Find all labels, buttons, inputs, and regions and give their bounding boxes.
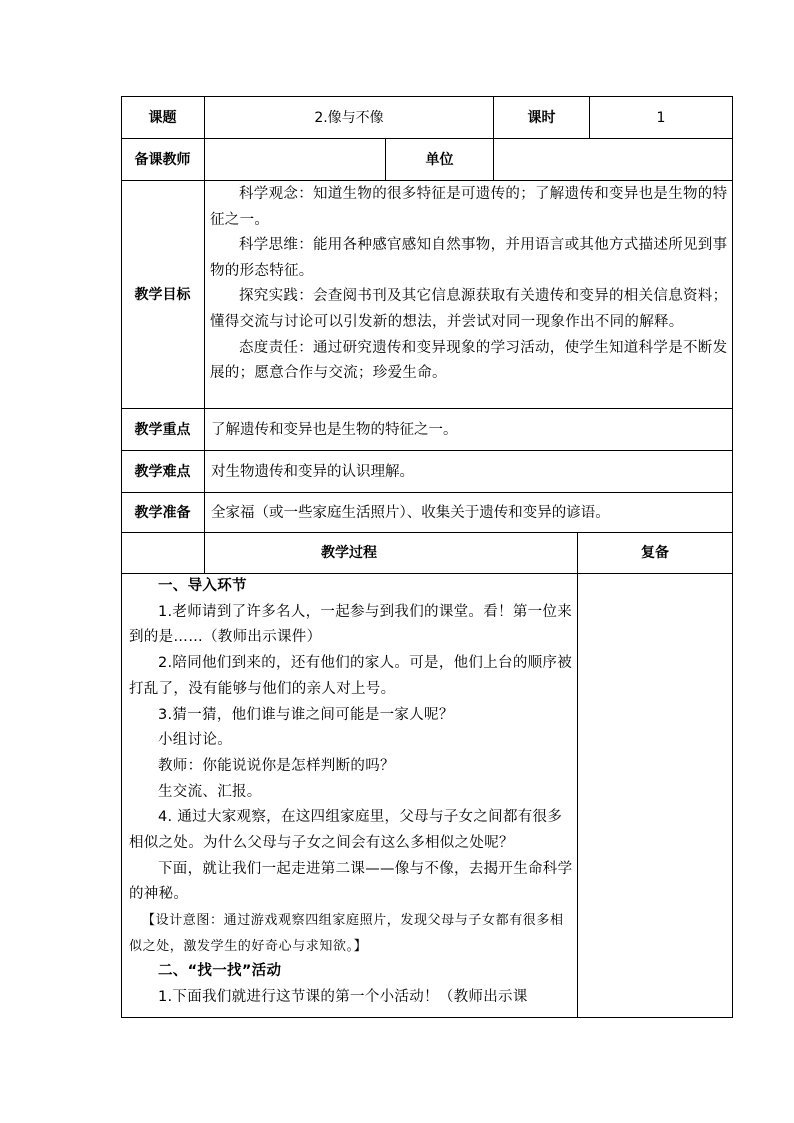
goal-attitude: 态度责任：通过研究遗传和变异现象的学习活动，使学生知道科学是不断发展的；愿意合作与交流；珍爱生命。: [210, 339, 728, 382]
revision-header: 复备: [641, 545, 669, 561]
process-header: 教学过程: [321, 545, 377, 561]
preparation-label: 教学准备: [134, 504, 191, 521]
key-point-label: 教学重点: [134, 421, 191, 438]
key-point-value: 了解遗传和变异也是生物的特征之一。: [211, 421, 458, 438]
difficulty-label: 教学难点: [134, 463, 191, 480]
process-item: 小组讨论。: [158, 732, 232, 749]
difficulty-value: 对生物遗传和变异的认识理解。: [211, 463, 414, 480]
period-value: 1: [656, 109, 666, 126]
section-intro-title: 一、导入环节: [158, 578, 247, 594]
lesson-plan-table: [121, 96, 733, 1018]
preparation-value: 全家福（或一些家庭生活照片）、收集关于遗传和变异的谚语。: [211, 504, 610, 521]
process-item: 2.陪同他们到来的，还有他们的家人。可是，他们上台的顺序被打乱了，没有能够与他们的亲人对上号。: [129, 655, 573, 697]
goals-label: 教学目标: [134, 286, 191, 303]
topic-label: 课题: [148, 109, 177, 126]
process-item: 3.猜一猜，他们谁与谁之间可能是一家人呢？: [158, 706, 454, 723]
design-intent-note: 【设计意图：通过游戏观察四组家庭照片，发现父母与子女都有很多相似之处，激发学生的好奇心与求知欲。】: [129, 913, 564, 954]
goals-content: [210, 182, 728, 387]
unit-label: 单位: [425, 151, 454, 168]
process-content: [129, 574, 574, 1011]
unit-value: [494, 139, 732, 180]
section-find-title: 二、“找一找”活动: [158, 963, 282, 980]
goal-science-thinking: 科学思维：能用各种感官感知自然事物，并用语言或其他方式描述所见到事物的形态特征。: [210, 237, 728, 279]
process-item: 教师：你能说说你是怎样判断的吗？: [158, 757, 395, 774]
process-item: 生交流、汇报。: [158, 783, 262, 800]
process-item: 1.老师请到了许多名人，一起参与到我们的课堂。看！第一位来到的是……（教师出示课件）: [129, 603, 573, 646]
process-item: 1.下面我们就进行这节课的第一个小活动！（教师出示课: [158, 988, 528, 1005]
period-label: 课时: [527, 109, 556, 126]
topic-value: 2.像与不像: [314, 109, 384, 126]
goal-science-concept: 科学观念：知道生物的很多特征是可遗传的；了解遗传和变异也是生物的特征之一。: [210, 186, 728, 228]
teacher-value: [205, 139, 385, 180]
process-item: 下面，就让我们一起走进第二课——像与不像，去揭开生命科学的神秘。: [129, 860, 573, 903]
teacher-label: 备课教师: [134, 151, 191, 168]
goal-inquiry-practice: 探究实践：会查阅书刊及其它信息源获取有关遗传和变异的相关信息资料；懂得交流与讨论可以引发新的想法，并尝试对同一现象作出不同的解释。: [210, 288, 728, 330]
process-item: 4. 通过大家观察，在这四组家庭里，父母与子女之间都有很多相似之处。为什么父母与子女之间会有这么多相似之处呢？: [129, 809, 563, 852]
